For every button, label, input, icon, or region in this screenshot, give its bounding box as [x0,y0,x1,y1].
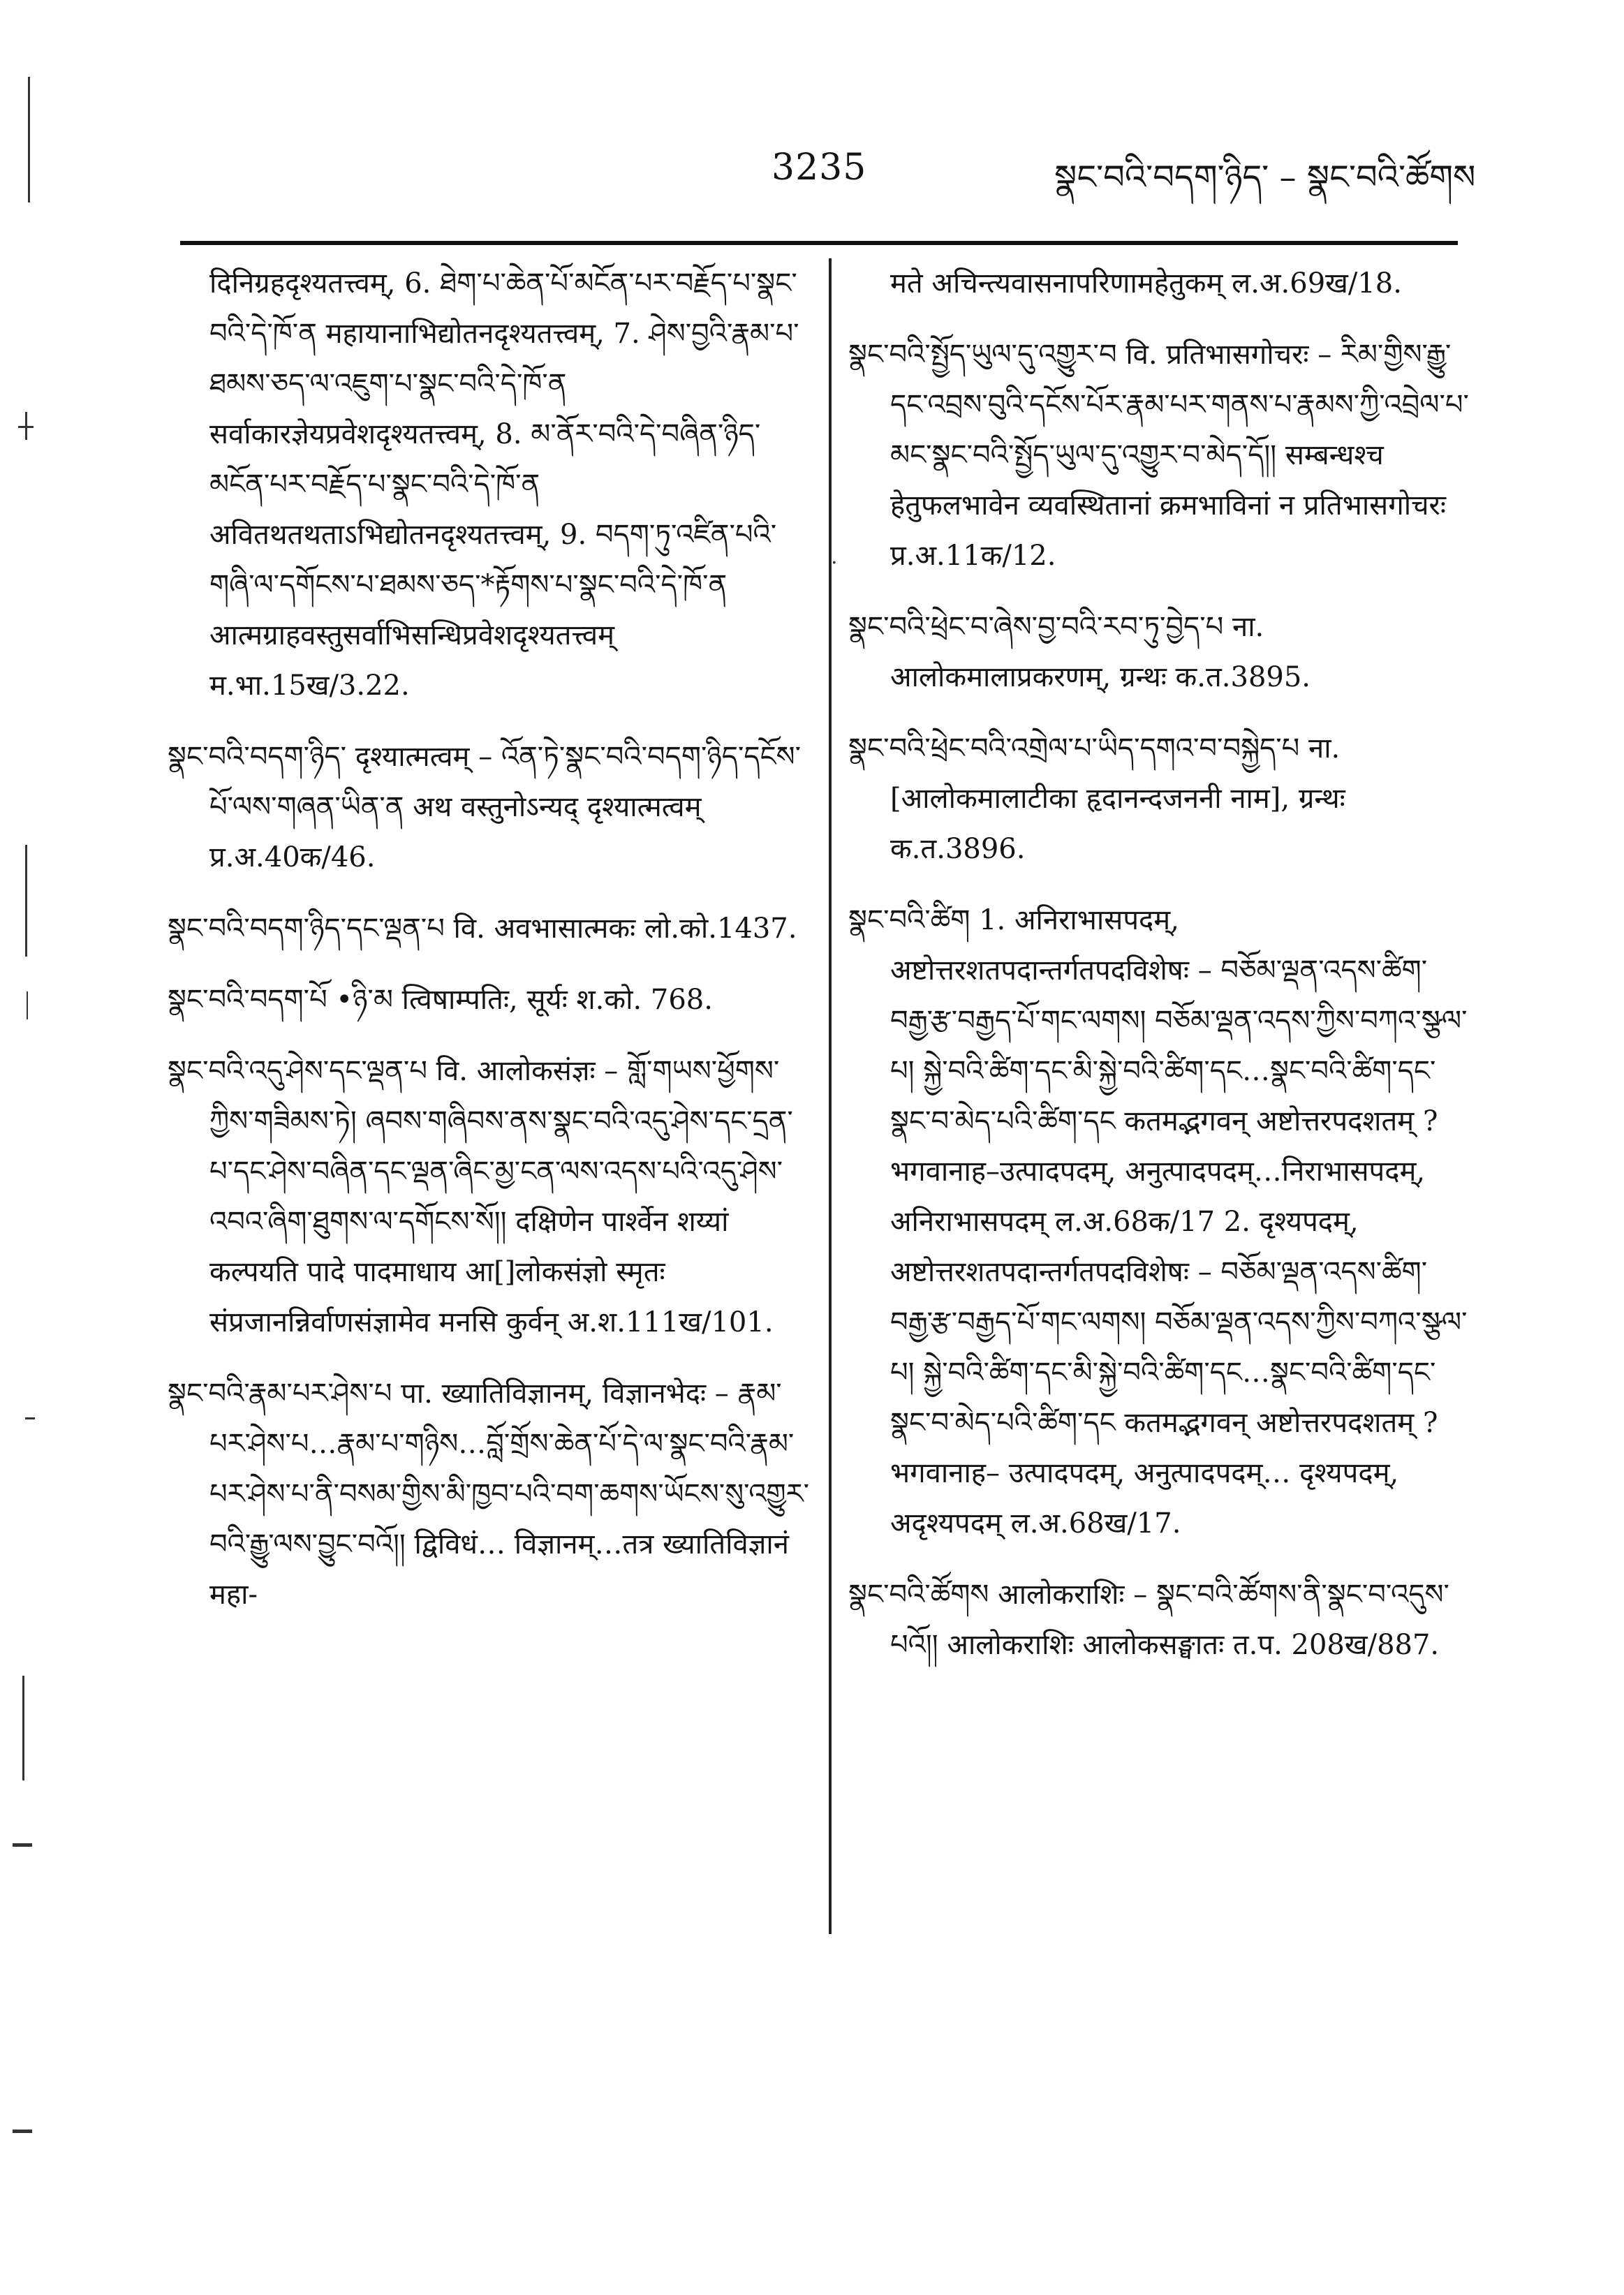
dictionary-entry: སྣང་བའི་ཕྲེང་བ་ཞེས་བྱ་བའི་རབ་ཏུ་བྱེད་པ ना. आलोकमालाप्रकरणम्, ग्रन्थः क.त.3895. [848,611,1311,693]
right-column [848,258,1470,1691]
running-head: སྣང་བའི་བདག་ཉིད་ – སྣང་བའི་ཚོགས [1054,158,1476,197]
dictionary-entry: སྣང་བའི་བདག་ཉིད་ दृश्यात्मत्वम् – འོན་ཏེ་སྣང་བའི་བདག་ཉིད་དངོས་པོ་ལས་གཞན་ཡིན་ན अथ वस्तुनोऽन्यद् दृश्यात्मत्वम् प्र.अ.40क/46. [168,741,801,873]
dictionary-entry: སྣང་བའི་ཕྲེང་བའི་འགྲེལ་པ་ཡིད་དགའ་བ་བསྐྱེད་པ ना. [आलोकमालाटीका हृदानन्दजननी नाम], ग्रन्थः क.त.3896. [848,732,1345,865]
dictionary-entry: སྣང་བའི་འདུ་ཤེས་དང་ལྡན་པ वि. आलोकसंज्ञः – གློ་གཡས་ཕྱོགས་ཀྱིས་གཟིམས་ཏེ། ཞབས་གཞིབས་ནས་སྣང་བའི་འདུ་ཤེས་དང་དྲན་པ་དང་ཤེས་བཞིན་དང་ལྡན་ཞིང་མྱ་ངན་ལས་འདས་པའི་འདུ་ཤེས་འབའ་ཞིག་ཐུགས་ལ་དགོངས་སོ།། दक्षिणेन पार्श्वेन शय्यां कल्पयति पादे पादमाधाय आ[]लोकसंज्ञो स्मृतः संप्रजानन्निर्वाणसंज्ञामेव मनसि कुर्वन् अ.श.111ख/101. [168,1055,793,1338]
margin-dot: . [831,545,838,569]
dictionary-entry: སྣང་བའི་བདག་ཉིད་དང་ལྡན་པ वि. अवभासात्मकः लो.को.1437. [168,913,797,945]
page-number: 3235 [772,147,867,189]
margin-mark [27,991,28,1019]
dictionary-entry: སྣང་བའི་ཚིག 1. अनिराभासपदम्, अष्टोत्तरशतपदान्तर्गतपदविशेषः – བཅོམ་ལྡན་འདས་ཚིག་བརྒྱ་རྩ་བརྒྱད་པོ་གང་ལགས། བཅོམ་ལྡན་འདས་ཀྱིས་བཀའ་སྩལ་པ། སྐྱེ་བའི་ཚིག་དང་མི་སྐྱེ་བའི་ཚིག་དང…སྣང་བའི་ཚིག་དང་སྣང་བ་མེད་པའི་ཚིག་དང कतमद्भगवन् अष्टोत्तरपदशतम् ? भगवानाह–उत्पादपदम्, अनुत्पादपदम्…निराभासपदम्, अनिराभासपदम् ल.अ.68क/17 2. दृश्यपदम्, अष्टोत्तरशतपदान्तर्गतपदविशेषः – བཅོམ་ལྡན་འདས་ཚིག་བརྒྱ་རྩ་བརྒྱད་པོ་གང་ལགས། བཅོམ་ལྡན་འདས་ཀྱིས་བཀའ་སྩལ་པ། སྐྱེ་བའི་ཚིག་དང་མི་སྐྱེ་བའི་ཚིག་དང…སྣང་བའི་ཚིག་དང་སྣང་བ་མེད་པའི་ཚིག་དང कतमद्भगवन् अष्टोत्तरपदशतम् ? भगवानाह– उत्पादपदम्, अनुत्पादपदम्… दृश्यपदम्, अदृश्यपदम् ल.अ.68ख/17. [848,904,1468,1540]
margin-mark [28,77,30,202]
margin-mark [13,2130,32,2133]
column-rule [829,258,832,1934]
dictionary-entry: दिनिग्रहदृश्यतत्त्वम्, 6. ཐེག་པ་ཆེན་པོ་མངོན་པར་བརྗོད་པ་སྣང་བའི་དེ་ཁོ་ན महायानाभिद्योतनदृश्यतत्त्वम्, 7. ཤེས་བྱའི་རྣམ་པ་ཐམས་ཅད་ལ་འཇུག་པ་སྣང་བའི་དེ་ཁོ་ན सर्वाकारज्ञेयप्रवेशदृश्यतत्त्वम्, 8. མ་ནོར་བའི་དེ་བཞིན་ཉིད་མངོན་པར་བརྗོད་པ་སྣང་བའི་དེ་ཁོ་ན अवितथतथताऽभिद्योतनदृश्यतत्त्वम्, 9. བདག་ཏུ་འཛིན་པའི་གཞི་ལ་དགོངས་པ་ཐམས་ཅད་*རྟོགས་པ་སྣང་བའི་དེ་ཁོ་ན आत्मग्राहवस्तुसर्वाभिसन्धिप्रवेशदृश्यतत्त्वम् म.भा.15ख/3.22. [209,267,799,702]
margin-mark [22,1676,24,1780]
margin-mark [18,426,34,428]
dictionary-entry: སྣང་བའི་རྣམ་པར་ཤེས་པ पा. ख्यातिविज्ञानम्, विज्ञानभेदः – རྣམ་པར་ཤེས་པ…རྣམ་པ་གཉིས…བློ་གྲོས་ཆེན་པོ་དེ་ལ་སྣང་བའི་རྣམ་པར་ཤེས་པ་ནི་བསམ་གྱིས་མི་ཁྱབ་པའི་བག་ཆགས་ཡོངས་སུ་འགྱུར་བའི་རྒྱུ་ལས་བྱུང་བའོ།། द्विविधं… विज्ञानम्…तत्र ख्यातिविज्ञानं महा- [168,1378,809,1611]
dictionary-entry: སྣང་བའི་བདག་པོ •ཉི་མ त्विषाम्पतिः, सूर्यः श.को. 768. [168,984,713,1016]
dictionary-entry: སྣང་བའི་ཚོགས आलोकराशिः – སྣང་བའི་ཚོགས་ནི་སྣང་བ་འདུས་པའོ།། आलोकराशिः आलोकसङ्घातः त.प. 208ख/887. [848,1579,1449,1661]
dictionary-entry: སྣང་བའི་སྤྱོད་ཡུལ་དུ་འགྱུར་བ वि. प्रतिभासगोचरः – རིམ་གྱིས་རྒྱུ་དང་འབྲས་བུའི་དངོས་པོར་རྣམ་པར་གནས་པ་རྣམས་ཀྱི་འབྲེལ་པ་མང་སྣང་བའི་སྤྱོད་ཡུལ་དུ་འགྱུར་བ་མེད་དོ།། सम्बन्धश्च हेतुफलभावेन व्यवस्थितानां क्रमभाविनां न प्रतिभासगोचरः प्र.अ.11क/12. [848,339,1469,572]
margin-mark [25,1417,35,1419]
margin-mark [13,1843,32,1847]
dictionary-entry: मते अचिन्त्यवासनापरिणामहेतुकम् ल.अ.69ख/18. [890,267,1402,300]
header-rule [180,241,1458,245]
left-column [168,258,810,1641]
margin-mark [25,845,27,957]
